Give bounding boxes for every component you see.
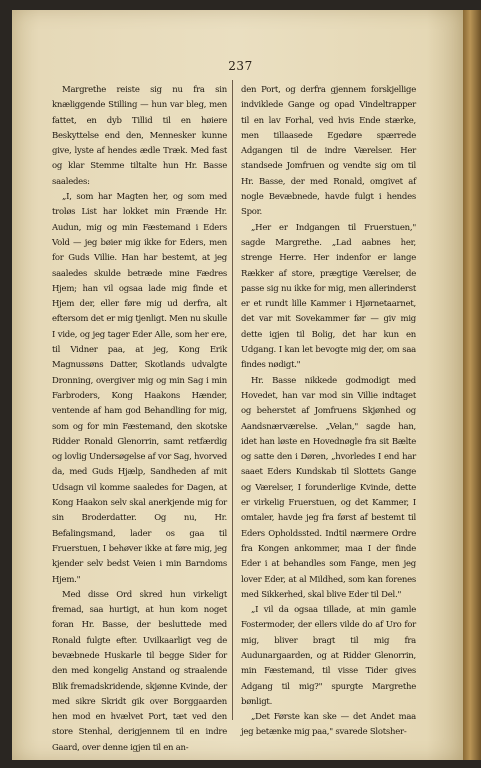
left-column	[52, 83, 227, 753]
page-number: 237	[228, 59, 253, 73]
paragraph: Hr. Basse nikkede godmodigt med Hovedet, han var mod sin Villie indtaget og beherstet af Jomfruens Skjønhed og Aandsnærværelse. „Velan," sagde han, idet han løste en Hovednøgle fra sit Bælte og satte den i Døren, „hvorledes I end har saaet Eders Kundskab til Slottets Gange og Værelser, I forunderlige Kvinde, dette er virkelig Fruerstuen, og det Kammer, I omtaler, havde jeg fra først af bestemt til Eders Opholdssted. Indtil nærmere Ordre fra Kongen ankommer, maa I der finde Eder i at behandles som Fange, men jeg lover Eder, at al Mildhed, som kan forenes med Sikkerhed, skal blive Eder til Del."	[241, 375, 416, 600]
right-column	[241, 83, 416, 738]
column-divider	[232, 80, 233, 720]
page-edge	[463, 10, 481, 760]
paragraph: Margrethe reiste sig nu fra sin knæliggende Stilling — hun var bleg, men fattet, en dyb Tillid til en høiere Beskyttelse end den, Mennesker kunne give, lyste af hendes ædle Træk. Med fast og klar Stemme tiltalte hun Hr. Basse saaledes:	[52, 85, 227, 187]
paragraph: „I vil da ogsaa tillade, at min gamle Fostermoder, der ellers vilde do af Uro for mig, bliver bragt til mig fra Audunargaarden, og at Ridder Glenorrin, min Fæstemand, til visse Tider gives Adgang til mig?" spurgte Margrethe bønligt.	[241, 605, 416, 707]
paragraph: „Det Første kan ske — det Andet maa jeg betænke mig paa," svarede Slotsher-	[241, 712, 416, 738]
paragraph: „Her er Indgangen til Fruerstuen," sagde Margrethe. „Lad aabnes her, strenge Herre. Her indenfor er lange Rækker af store, prægtige Værelser, de passe sig nu ikke for mig, men allerinderst er et rundt lille Kammer i Hjørnetaarnet, det var mit Sovekammer før — giv mig dette igjen til Bolig, det har kun en Udgang. I kan let bevogte mig der, om saa findes nødigt."	[241, 222, 416, 371]
paragraph: Med disse Ord skred hun virkeligt fremad, saa hurtigt, at hun kom noget foran Hr. Basse, der besluttede med Ronald fulgte efter. Uvilkaarligt veg de bevæbnede Huskarle til begge Sider for den med kongelig Anstand og straalende Blik fremadskridende, skjønne Kvinde, der med sikre Skridt gik over Borggaarden hen mod en hvælvet Port, tæt ved den store Stenhal, derigjennem til en indre Gaard, over denne igjen til en an-	[52, 589, 227, 753]
paragraph: den Port, og derfra gjennem forskjellige indviklede Gange og opad Vindeltrapper til en lav Forhal, ved hvis Ende stærke, men tillaasede Egedøre spærrede Adgangen til de indre Værelser. Her standsede Jomfruen og vendte sig om til Hr. Basse, der med Ronald, omgivet af nogle Bevæbnede, havde fulgt i hendes Spor.	[241, 85, 416, 218]
paragraph: „I, som har Magten her, og som med troløs List har lokket min Frænde Hr. Audun, mig og min Fæstemand i Eders Vold — jeg bøier mig ikke for Eders, men for Guds Villie. Han har bestemt, at jeg saaledes skulde betræde mine Fædres Hjem; han vil ogsaa lade mig finde et Hjem der, eller føre mig ud derfra, alt eftersom det er mig tjenligt. Men nu skulle I vide, og jeg tager Eder Alle, som her ere, til Vidner paa, at jeg, Kong Erik Magnussøns Datter, Skotlands udvalgte Dronning, overgiver mig og min Sag i min Farbroders, Kong Haakons Hænder, ventende af ham god Behandling for mig, som og for min Fæstemand, den skotske Ridder Ronald Glenorrin, samt retfærdig og lovlig Undersøgelse af vor Sag, hvorved da, med Guds Hjælp, Sandheden af mit Udsagn vil komme saaledes for Dagen, at Kong Haakon selv skal anerkjende mig for sin Broderdatter. Og nu, Hr. Befalingsmand, lader os gaa til Fruerstuen, I behøver ikke at føre mig, jeg kjender selv bedst Veien i min Barndoms Hjem."	[52, 192, 227, 585]
